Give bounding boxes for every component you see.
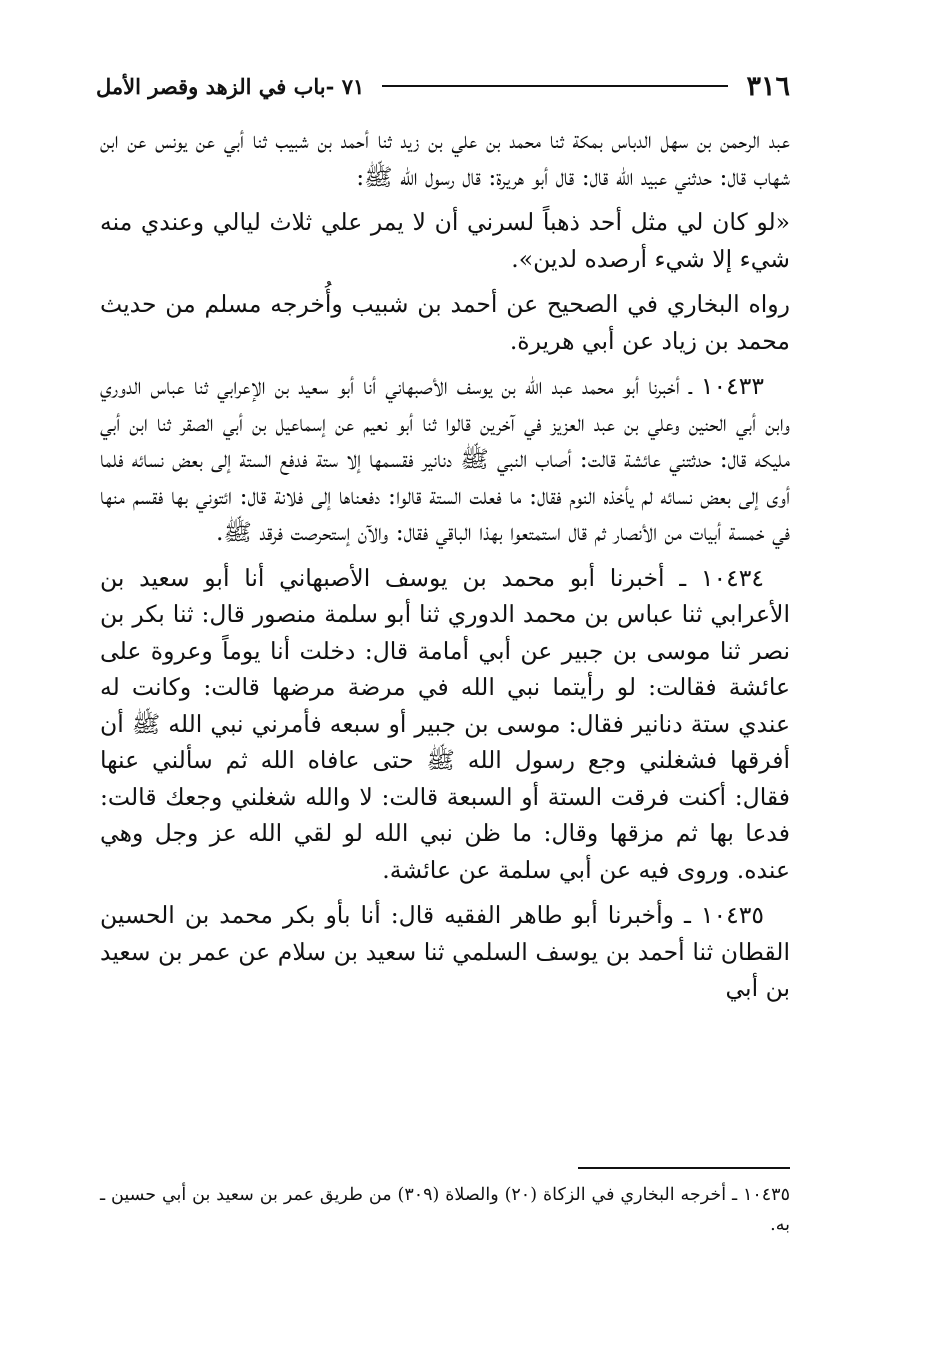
footnote: ١٠٤٣٥ ـ أخرجه البخاري في الزكاة (٢٠) والصلاة (٣٠٩) من طريق عمر بن سعيد بن أبي حسين ـ به. bbox=[100, 1185, 790, 1235]
page-header bbox=[96, 66, 790, 106]
paragraph-isnad-intro: عبد الرحمن بن سهل الدباس بمكة ثنا محمد بن علي بن زيد ثنا أحمد بن شبيب ثنا أبي عن يونس عن ابن شهاب قال: حدثني عبيد الله قال: قال أبو هريرة: قال رسول الله ﷺ: bbox=[100, 126, 790, 191]
page-number: ٣١٦ bbox=[746, 70, 790, 102]
footnote-divider bbox=[578, 1167, 790, 1169]
main-text bbox=[100, 122, 790, 1016]
paragraph-takhrij: رواه البخاري في الصحيح عن أحمد بن شبيب وأُخرجه مسلم من حديث محمد بن زياد عن أبي هريرة. bbox=[100, 290, 790, 355]
header-rule bbox=[382, 85, 728, 87]
hadith-10435: ١٠٤٣٥ ـ وأخبرنا أبو طاهر الفقيه قال: أنا بأو بكر محمد بن الحسين القطان ثنا أحمد بن يوسف السلمي ثنا سعيد بن سلام عن عمر بن سعيد بن أبي bbox=[100, 901, 790, 1002]
hadith-10433: ١٠٤٣٣ ـ أخبرنا أبو محمد عبد الله بن يوسف الأصبهاني أنا أبو سعيد بن الإعرابي ثنا عباس الدوري وابن أبي الحنين وعلي بن عبد العزيز في آخرين قالوا ثنا أبو نعيم عن إسماعيل بن أبي الصقر ثنا ابن أبي مليكه قال: حدثتني عائشة قالت: أصاب النبي ﷺ دنانير فقسمها إلا ستة فدفع الستة إلى بعض نسائه فلما أوى إلى بعض نسائه لم يأخذه النوم فقال: ما فعلت الستة قالوا: دفعناها إلى فلانة قال: ائتوني بها فقسم منها في خمسة أبيات من الأنصار ثم قال استمتعوا بهذا الباقي فقال: والآن إستحرصت فرقد ﷺ. bbox=[100, 372, 790, 546]
paragraph-hadith-text: «لو كان لي مثل أحد ذهباً لسرني أن لا يمر علي ثلاث ليالي وعندي منه شيء إلا شيء أرصده لدين». bbox=[100, 208, 790, 273]
chapter-title: ٧١ -باب في الزهد وقصر الأمل bbox=[96, 73, 365, 99]
hadith-10434: ١٠٤٣٤ ـ أخبرنا أبو محمد بن يوسف الأصبهاني أنا أبو سعيد بن الأعرابي ثنا عباس بن محمد الدوري ثنا أبو سلمة منصور قال: ثنا بكر بن نصر ثنا موسى بن جبير عن أبي أمامة قال: دخلت أنا يوماً وعروة على عائشة فقالت: لو رأيتما نبي الله في مرضة مرضها قالت: وكانت له عندي ستة دنانير فقال: موسى بن جبير أو سبعه فأمرني نبي الله ﷺ أن أفرقها فشغلني وجع رسول الله ﷺ حتى عافاه الله ثم سألني عنها فقال: أكنت فرقت الستة أو السبعة قالت: لا والله شغلني وجعك قالت: فدعا بها ثم مزقها وقال: ما ظن نبي الله لو لقي الله عز وجل وهي عنده. وروى فيه عن أبي سلمة عن عائشة. bbox=[100, 563, 790, 884]
